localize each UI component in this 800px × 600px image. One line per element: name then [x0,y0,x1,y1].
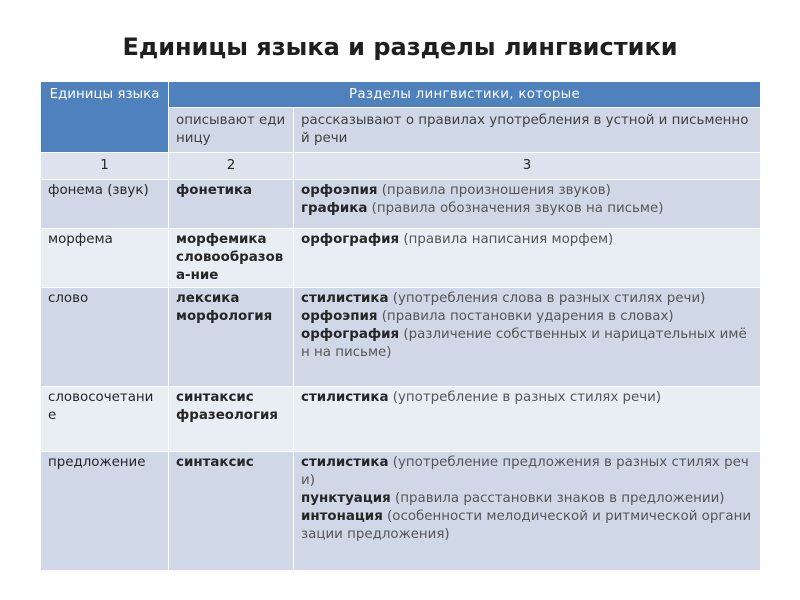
rule-note: (правила написания морфем) [399,232,614,247]
rule-term: орфоэпия [301,309,378,324]
rule-entry [301,308,753,326]
rule-note: (правила расстановки знаков в предложении) [390,491,725,506]
rule-note: (употребление предложения в разных стилях речи) [301,455,749,488]
unit-cell: слово [41,288,169,387]
table-row [41,288,761,387]
section-name: синтаксис [176,455,254,470]
rule-entry [301,182,753,200]
column-number: 3 [294,153,761,180]
sections-cell [169,288,294,387]
rules-cell [294,180,761,229]
linguistics-table [40,81,761,571]
column-number: 2 [169,153,294,180]
sections-cell [169,452,294,571]
rules-cell [294,229,761,288]
rule-term: графика [301,201,368,216]
rule-entry [301,290,753,308]
rule-term: орфография [301,327,400,342]
rule-entry [301,490,753,508]
rule-note: (употребления слова в разных стилях речи) [388,291,706,306]
table-row [41,387,761,452]
section-name: фразеология [176,408,278,423]
rule-term: стилистика [301,390,389,405]
sections-cell [169,387,294,452]
rule-note: (правила произношения звуков) [377,183,611,198]
rules-cell [294,387,761,452]
header-row [41,82,761,108]
rules-cell [294,452,761,571]
unit-cell: морфема [41,229,169,288]
rule-term: интонация [301,509,383,524]
rule-term: орфография [301,232,400,247]
rule-note: (правила постановки ударения в словах) [377,309,674,324]
rules-cell [294,288,761,387]
rule-note: (особенности мелодической и ритмической организации предложения) [301,509,752,542]
subheader-rules: рассказывают о правилах употребления в устной и письменной речи [294,108,761,153]
section-name: фонетика [176,183,253,198]
rule-term: пунктуация [301,491,391,506]
rule-note: (правила обозначения звуков на письме) [367,201,664,216]
rule-term: стилистика [301,455,389,470]
rule-note: (различение собственных и нарицательных имён на письме) [301,327,747,360]
header-sections: Разделы лингвистики, которые [169,82,761,108]
page-title: Единицы языка и разделы лингвистики [122,33,678,61]
rule-entry [301,231,753,249]
rule-entry [301,326,753,362]
sections-cell [169,180,294,229]
section-name: лексика [176,291,240,306]
header-units: Единицы языка [41,82,169,153]
subheader-describe: описывают единицу [169,108,294,153]
unit-cell: словосочетание [41,387,169,452]
column-number: 1 [41,153,169,180]
section-name: морфемика [176,232,267,247]
unit-cell: фонема (звук) [41,180,169,229]
table-row [41,452,761,571]
rule-entry [301,508,753,544]
rule-entry [301,200,753,218]
column-number-row [41,153,761,180]
rule-term: стилистика [301,291,389,306]
section-name: словообразова-ние [176,250,284,283]
table-row [41,229,761,288]
sections-cell [169,229,294,288]
unit-cell: предложение [41,452,169,571]
rule-note: (употребление в разных стилях речи) [388,390,662,405]
section-name: морфология [176,309,273,324]
rule-term: орфоэпия [301,183,378,198]
rule-entry [301,454,753,490]
table-row [41,180,761,229]
rule-entry [301,389,753,407]
section-name: синтаксис [176,390,254,405]
